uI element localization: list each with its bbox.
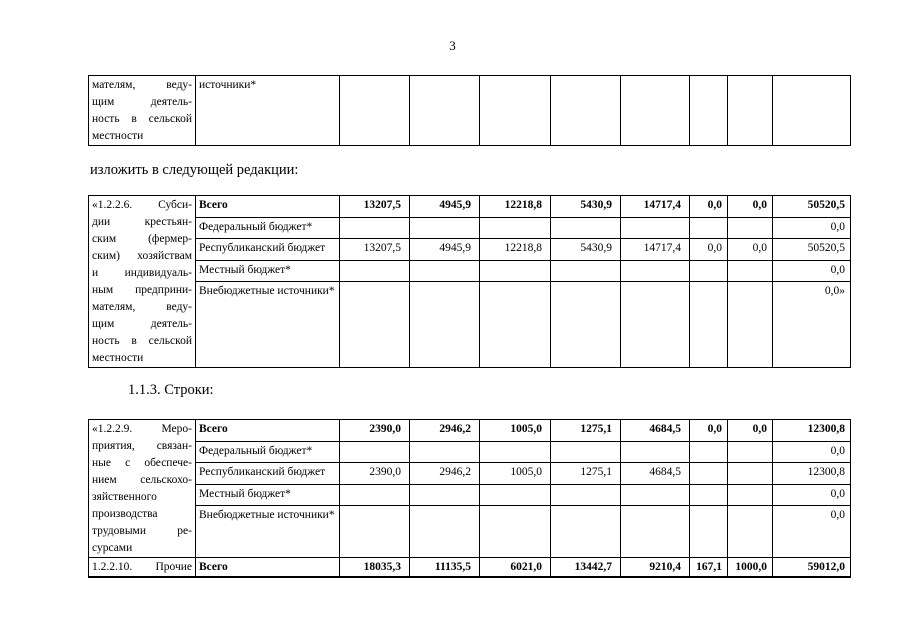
program-description: 1.2.2.10. Прочие <box>89 558 196 578</box>
table-row: Внебюджетные источники* 0,0 <box>89 506 851 558</box>
table-fragment-top <box>88 75 851 146</box>
table-row: Федеральный бюджет* 0,0 <box>89 441 851 463</box>
funding-source: Местный бюджет* <box>196 260 340 282</box>
table-row: Местный бюджет* 0,0 <box>89 484 851 506</box>
table-row: «1.2.2.9. Меро- приятия, связан- ные с обеспече- нием сельскохо- зяйственного производства трудовыми ре- сурсами Всего 2390,0 2946,2 1005,0 1275,1 4684,5 0,0 0,0 12300,8 <box>89 420 851 442</box>
funding-source: Внебюджетные источники* <box>196 282 340 368</box>
funding-source: Федеральный бюджет* <box>196 441 340 463</box>
program-description: «1.2.2.9. Меро- приятия, связан- ные с обеспече- нием сельскохо- зяйственного производства трудовыми ре- сурсами <box>89 420 196 558</box>
page-number: 3 <box>449 38 456 53</box>
table-row: Республиканский бюджет 2390,0 2946,2 1005,0 1275,1 4684,5 12300,8 <box>89 463 851 485</box>
funding-source: Внебюджетные источники* <box>196 506 340 558</box>
table-row: Республиканский бюджет 13207,5 4945,9 12218,8 5430,9 14717,4 0,0 0,0 50520,5 <box>89 239 851 261</box>
funding-source: Всего <box>196 558 340 578</box>
table-row: Местный бюджет* 0,0 <box>89 260 851 282</box>
labor-resources-table <box>88 419 851 578</box>
funding-source: Республиканский бюджет <box>196 239 340 261</box>
table-row: 1.2.2.10. Прочие Всего 18035,3 11135,5 6021,0 13442,7 9210,4 167,1 1000,0 59012,0 <box>89 558 851 578</box>
table-row: Федеральный бюджет* 0,0 <box>89 217 851 239</box>
funding-source: Всего <box>196 196 340 218</box>
funding-source: Республиканский бюджет <box>196 463 340 485</box>
table-row: Внебюджетные источники* 0,0» <box>89 282 851 368</box>
program-description: мателям, веду- щим деятель- ность в сельской местности <box>89 76 196 146</box>
paragraph-instruction: изложить в следующей редакции: <box>90 162 299 178</box>
funding-source: Федеральный бюджет* <box>196 217 340 239</box>
funding-source: Местный бюджет* <box>196 484 340 506</box>
program-description: «1.2.2.6. Субси- дии крестьян- ским (фермер- ским) хозяйствам и индивидуаль- ным предприни- мателям, веду- щим деятель- ность в сельской местности <box>89 196 196 368</box>
subsidies-table <box>88 195 851 368</box>
funding-source: источники* <box>196 76 340 146</box>
paragraph-heading: 1.1.3. Строки: <box>128 382 214 398</box>
table-row: «1.2.2.6. Субси- дии крестьян- ским (фермер- ским) хозяйствам и индивидуаль- ным предприни- мателям, веду- щим деятель- ность в сельской местности Всего 13207,5 4945,9 12218,8 5430,9 14717,4 0,0 0,0 50520,5 <box>89 196 851 218</box>
funding-source: Всего <box>196 420 340 442</box>
